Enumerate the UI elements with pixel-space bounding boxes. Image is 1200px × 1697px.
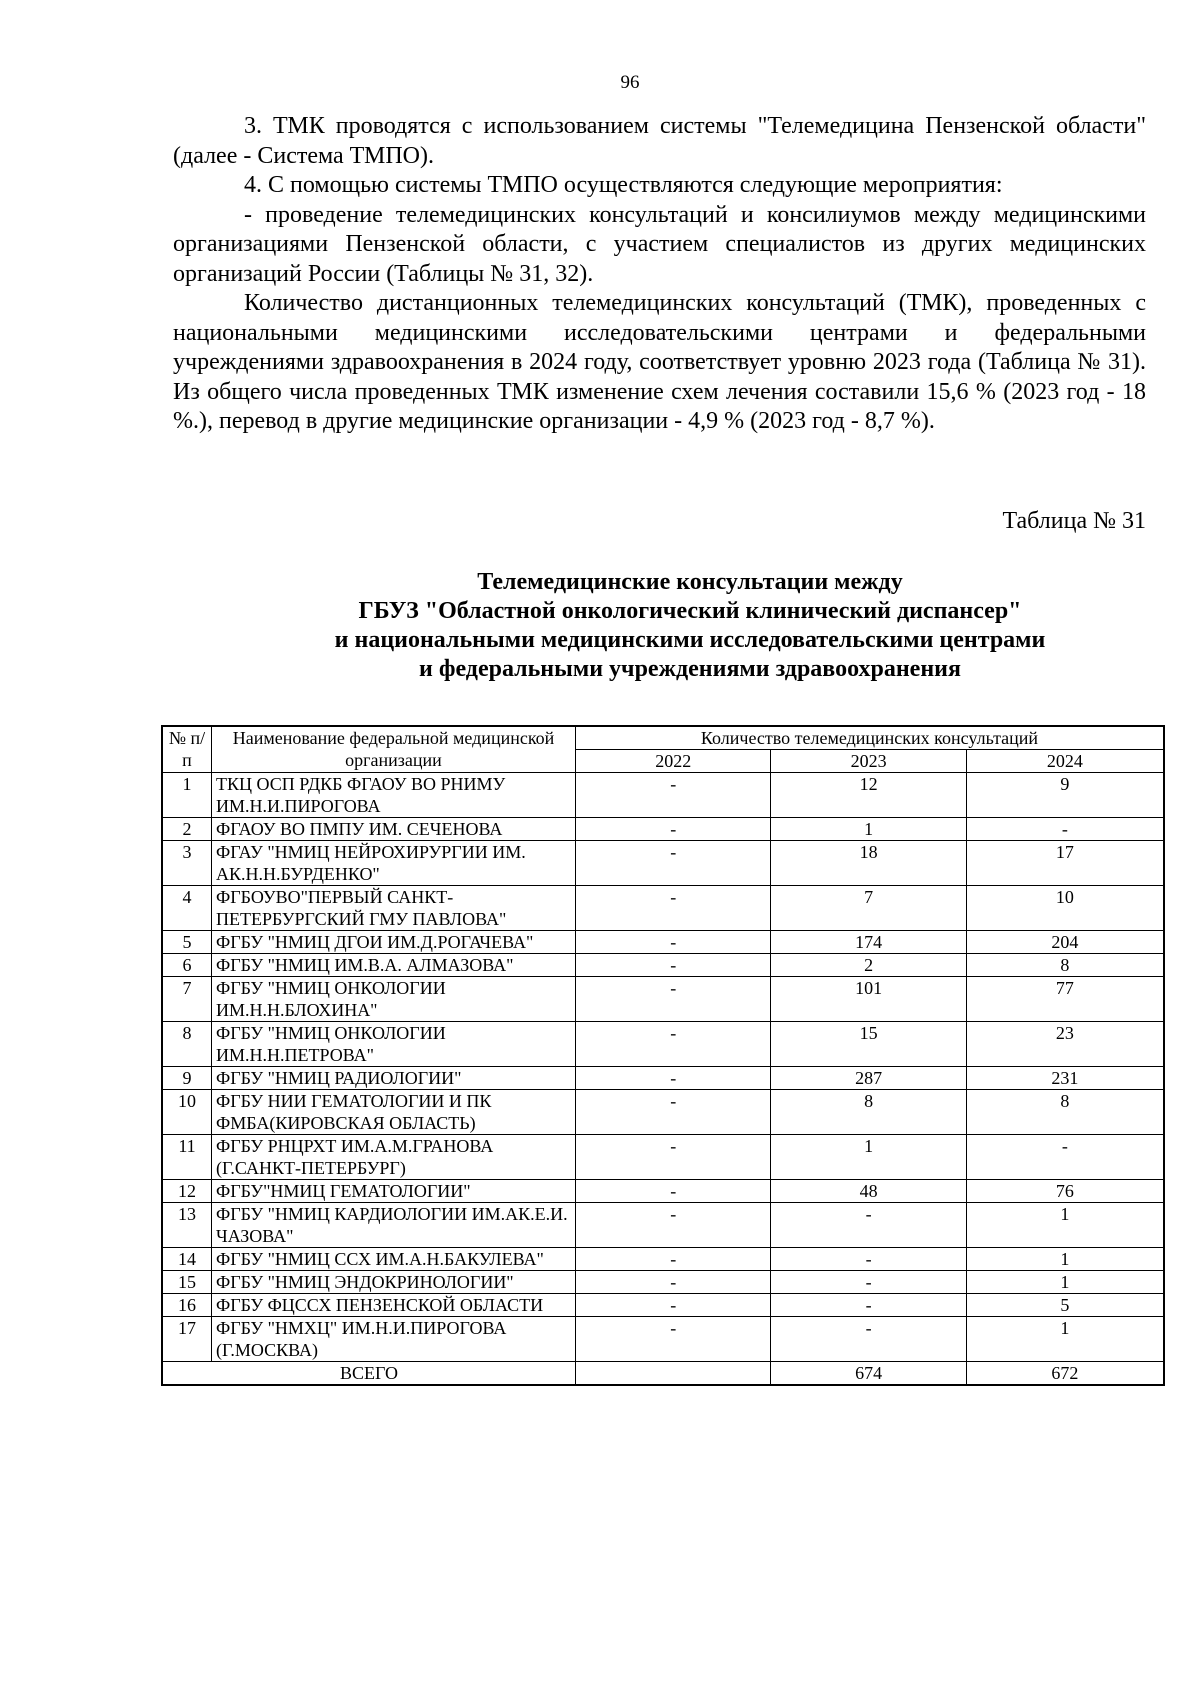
row-value-2024: - xyxy=(966,1135,1164,1180)
row-value-2023: 7 xyxy=(771,886,966,931)
row-number: 7 xyxy=(162,977,212,1022)
consultations-table xyxy=(161,725,1165,1386)
page-number: 96 xyxy=(620,72,640,93)
row-value-2022: - xyxy=(576,773,771,818)
header-num: № п/п xyxy=(162,726,212,773)
row-value-2023: - xyxy=(771,1271,966,1294)
header-group: Количество телемедицинских консультаций xyxy=(576,726,1165,750)
row-number: 13 xyxy=(162,1203,212,1248)
row-number: 4 xyxy=(162,886,212,931)
row-value-2022: - xyxy=(576,1022,771,1067)
row-value-2022: - xyxy=(576,1271,771,1294)
row-value-2023: 12 xyxy=(771,773,966,818)
row-value-2022: - xyxy=(576,886,771,931)
row-value-2024: 1 xyxy=(966,1248,1164,1271)
table-caption: Таблица № 31 xyxy=(1002,508,1146,534)
row-value-2023: 1 xyxy=(771,818,966,841)
row-organization: ФГБУ ФЦССХ ПЕНЗЕНСКОЙ ОБЛАСТИ xyxy=(212,1294,576,1317)
row-number: 8 xyxy=(162,1022,212,1067)
row-value-2024: 8 xyxy=(966,1090,1164,1135)
row-number: 1 xyxy=(162,773,212,818)
row-organization: ФГАУ "НМИЦ НЕЙРОХИРУРГИИ ИМ. АК.Н.Н.БУРДЕНКО" xyxy=(212,841,576,886)
row-number: 16 xyxy=(162,1294,212,1317)
row-number: 11 xyxy=(162,1135,212,1180)
row-organization: ФГБОУВО"ПЕРВЫЙ САНКТ-ПЕТЕРБУРГСКИЙ ГМУ ПАВЛОВА" xyxy=(212,886,576,931)
paragraph: - проведение телемедицинских консультаций и консилиумов между медицинскими организациями Пензенской области, с участием специалистов из других медицинских организаций России (Таблицы № 31, 32). xyxy=(173,201,1146,287)
row-organization: ФГБУ "НМИЦ ССХ ИМ.А.Н.БАКУЛЕВА" xyxy=(212,1248,576,1271)
row-organization: ФГБУ"НМИЦ ГЕМАТОЛОГИИ" xyxy=(212,1180,576,1203)
table-row xyxy=(162,1135,1164,1180)
table-row xyxy=(162,977,1164,1022)
row-value-2024: 77 xyxy=(966,977,1164,1022)
row-value-2024: 231 xyxy=(966,1067,1164,1090)
row-value-2022: - xyxy=(576,1317,771,1362)
row-number: 12 xyxy=(162,1180,212,1203)
table-row xyxy=(162,1203,1164,1248)
row-value-2022: - xyxy=(576,1294,771,1317)
table-row xyxy=(162,1067,1164,1090)
table-title-line: и национальными медицинскими исследовательскими центрами xyxy=(334,627,1046,653)
row-value-2024: 1 xyxy=(966,1203,1164,1248)
row-organization: ФГБУ НИИ ГЕМАТОЛОГИИ И ПК ФМБА(КИРОВСКАЯ ОБЛАСТЬ) xyxy=(212,1090,576,1135)
row-value-2024: 8 xyxy=(966,954,1164,977)
row-value-2024: 10 xyxy=(966,886,1164,931)
row-value-2024: 5 xyxy=(966,1294,1164,1317)
row-value-2023: 101 xyxy=(771,977,966,1022)
row-value-2022: - xyxy=(576,1203,771,1248)
header-year-2022: 2022 xyxy=(576,750,771,773)
row-organization: ФГБУ "НМИЦ ОНКОЛОГИИ ИМ.Н.Н.ПЕТРОВА" xyxy=(212,1022,576,1067)
row-organization: ТКЦ ОСП РДКБ ФГАОУ ВО РНИМУ ИМ.Н.И.ПИРОГОВА xyxy=(212,773,576,818)
row-number: 17 xyxy=(162,1317,212,1362)
total-2022 xyxy=(576,1362,771,1386)
table-row xyxy=(162,954,1164,977)
row-organization: ФГБУ "НМИЦ ДГОИ ИМ.Д.РОГАЧЕВА" xyxy=(212,931,576,954)
row-value-2022: - xyxy=(576,954,771,977)
row-value-2022: - xyxy=(576,1067,771,1090)
row-value-2024: 9 xyxy=(966,773,1164,818)
table-title-line: Телемедицинские консультации между xyxy=(477,569,903,595)
row-value-2023: 287 xyxy=(771,1067,966,1090)
row-value-2023: 15 xyxy=(771,1022,966,1067)
row-organization: ФГБУ "НМИЦ КАРДИОЛОГИИ ИМ.АК.Е.И. ЧАЗОВА" xyxy=(212,1203,576,1248)
row-number: 10 xyxy=(162,1090,212,1135)
paragraph: 4. С помощью системы ТМПО осуществляются следующие мероприятия: xyxy=(244,172,1003,198)
row-number: 2 xyxy=(162,818,212,841)
row-value-2024: 17 xyxy=(966,841,1164,886)
row-value-2022: - xyxy=(576,1135,771,1180)
row-value-2023: 48 xyxy=(771,1180,966,1203)
row-organization: ФГБУ "НМИЦ ИМ.В.А. АЛМАЗОВА" xyxy=(212,954,576,977)
table-row xyxy=(162,886,1164,931)
row-value-2023: - xyxy=(771,1248,966,1271)
row-organization: ФГБУ "НМИЦ ЭНДОКРИНОЛОГИИ" xyxy=(212,1271,576,1294)
row-value-2022: - xyxy=(576,841,771,886)
row-value-2024: 76 xyxy=(966,1180,1164,1203)
table-body xyxy=(162,773,1164,1362)
total-row xyxy=(162,1362,1164,1386)
row-number: 9 xyxy=(162,1067,212,1090)
table-row xyxy=(162,773,1164,818)
row-value-2024: 204 xyxy=(966,931,1164,954)
row-number: 15 xyxy=(162,1271,212,1294)
row-value-2022: - xyxy=(576,818,771,841)
table-row xyxy=(162,1248,1164,1271)
table-row xyxy=(162,1317,1164,1362)
row-organization: ФГБУ "НМХЦ" ИМ.Н.И.ПИРОГОВА (Г.МОСКВА) xyxy=(212,1317,576,1362)
table-title-line: ГБУЗ "Областной онкологический клинический диспансер" xyxy=(358,598,1022,624)
row-value-2022: - xyxy=(576,1090,771,1135)
table-title xyxy=(200,568,1180,684)
header-year-2023: 2023 xyxy=(771,750,966,773)
row-organization: ФГАОУ ВО ПМПУ ИМ. СЕЧЕНОВА xyxy=(212,818,576,841)
row-value-2022: - xyxy=(576,1248,771,1271)
total-2023: 674 xyxy=(771,1362,966,1386)
row-value-2022: - xyxy=(576,1180,771,1203)
row-organization: ФГБУ "НМИЦ РАДИОЛОГИИ" xyxy=(212,1067,576,1090)
row-value-2023: - xyxy=(771,1203,966,1248)
table-row xyxy=(162,1180,1164,1203)
row-value-2023: - xyxy=(771,1317,966,1362)
row-organization: ФГБУ "НМИЦ ОНКОЛОГИИ ИМ.Н.Н.БЛОХИНА" xyxy=(212,977,576,1022)
total-2024: 672 xyxy=(966,1362,1164,1386)
row-value-2024: 1 xyxy=(966,1317,1164,1362)
row-organization: ФГБУ РНЦРХТ ИМ.А.М.ГРАНОВА (Г.САНКТ-ПЕТЕРБУРГ) xyxy=(212,1135,576,1180)
header-year-2024: 2024 xyxy=(966,750,1164,773)
paragraph: Количество дистанционных телемедицинских консультаций (ТМК), проведенных с национальными медицинскими исследовательскими центрами и федеральными учреждениями здравоохранения в 2024 году, соответствует уровню 2023 года (Таблица № 31). Из общего числа проведенных ТМК изменение схем лечения составили 15,6 % (2023 год - 18 %.), перевод в другие медицинские организации - 4,9 % (2023 год - 8,7 %). xyxy=(173,290,1146,434)
total-label: ВСЕГО xyxy=(162,1362,576,1386)
row-value-2023: 1 xyxy=(771,1135,966,1180)
row-number: 14 xyxy=(162,1248,212,1271)
row-value-2023: 2 xyxy=(771,954,966,977)
row-number: 5 xyxy=(162,931,212,954)
row-value-2022: - xyxy=(576,931,771,954)
row-value-2023: - xyxy=(771,1294,966,1317)
header-name: Наименование федеральной медицинской организации xyxy=(212,726,576,773)
row-number: 3 xyxy=(162,841,212,886)
table-row xyxy=(162,1271,1164,1294)
table-row xyxy=(162,1022,1164,1067)
table-row xyxy=(162,1294,1164,1317)
table-title-line: и федеральными учреждениями здравоохранения xyxy=(419,656,961,682)
row-value-2023: 8 xyxy=(771,1090,966,1135)
row-number: 6 xyxy=(162,954,212,977)
row-value-2022: - xyxy=(576,977,771,1022)
table-row xyxy=(162,1090,1164,1135)
table-row xyxy=(162,841,1164,886)
row-value-2024: 23 xyxy=(966,1022,1164,1067)
row-value-2023: 174 xyxy=(771,931,966,954)
row-value-2023: 18 xyxy=(771,841,966,886)
table-row xyxy=(162,931,1164,954)
row-value-2024: - xyxy=(966,818,1164,841)
row-value-2024: 1 xyxy=(966,1271,1164,1294)
paragraph: 3. ТМК проводятся с использованием системы "Телемедицина Пензенской области" (далее - Система ТМПО). xyxy=(173,113,1146,169)
table-row xyxy=(162,818,1164,841)
body-text xyxy=(173,112,1146,437)
